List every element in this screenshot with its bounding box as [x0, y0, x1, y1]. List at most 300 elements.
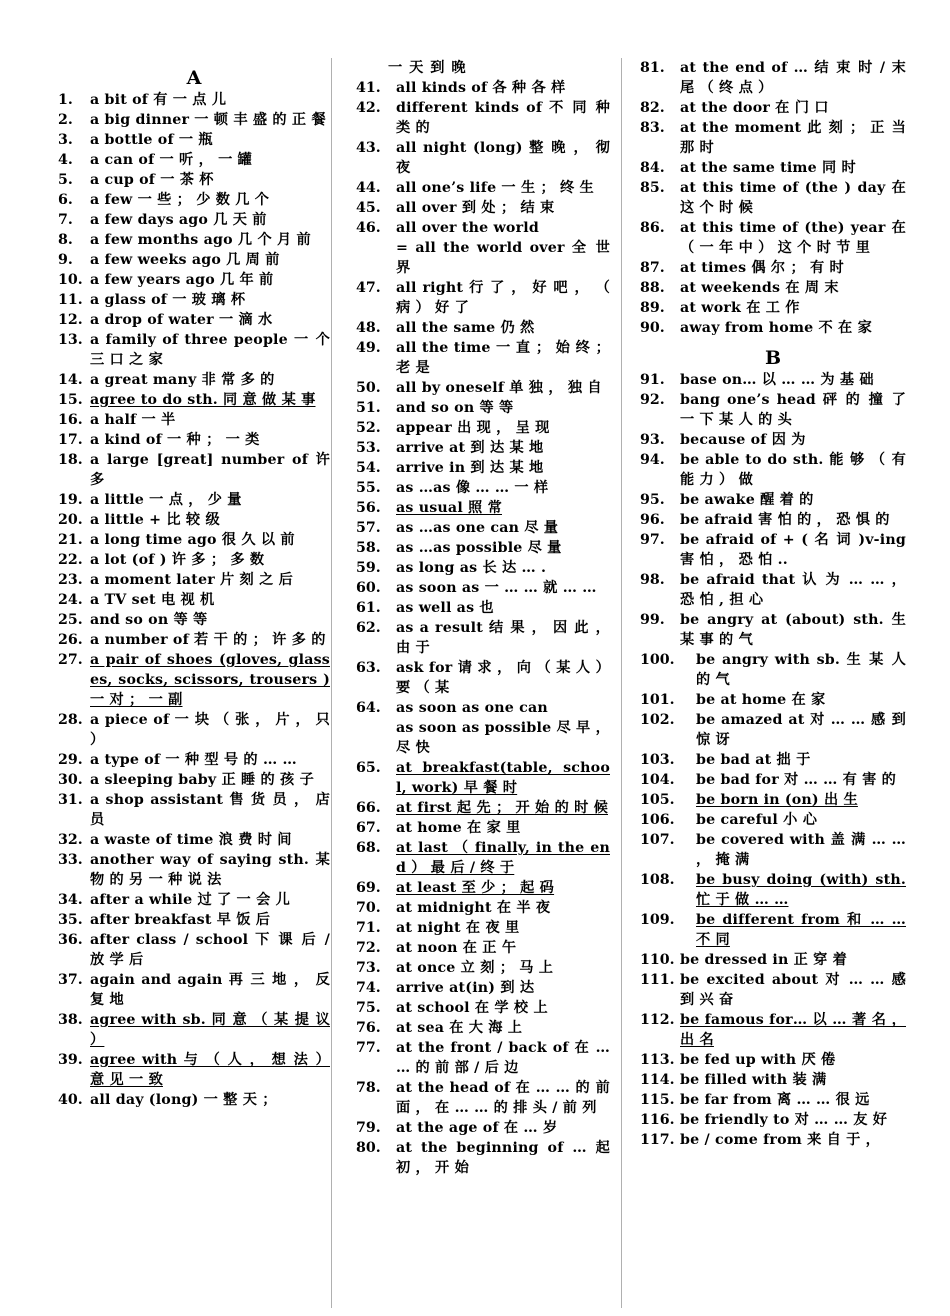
entry-list-3b [640, 370, 906, 1150]
entry-text: be awake 醒 着 的 [680, 492, 814, 508]
vocab-entry [640, 58, 906, 98]
vocab-entry [640, 430, 906, 450]
entry-text: a little + 比 较 级 [90, 512, 220, 528]
entry-number: 50. [356, 380, 381, 396]
entry-number: 102. [640, 712, 675, 728]
vocab-entry [356, 698, 610, 718]
vocab-entry [58, 510, 330, 530]
vocab-entry [356, 958, 610, 978]
entry-text: a glass of 一 玻 璃 杯 [90, 292, 246, 308]
vocab-entry [640, 870, 906, 910]
entry-number: 30. [58, 772, 83, 788]
entry-text: a can of 一 听 ， 一 罐 [90, 152, 253, 168]
vocab-entry [640, 1130, 906, 1150]
vocab-entry [640, 650, 906, 690]
vocab-entry [640, 830, 906, 870]
column-3 [640, 58, 906, 1308]
vocab-entry [58, 1090, 330, 1110]
entry-number: 48. [356, 320, 381, 336]
entry-text: a few 一 些 ； 少 数 几 个 [90, 192, 270, 208]
entry-number: 44. [356, 180, 381, 196]
entry-number: 28. [58, 712, 83, 728]
entry-text: be angry with sb. 生 某 人 的 气 [696, 652, 906, 688]
entry-text: at weekends 在 周 末 [680, 280, 839, 296]
vocab-entry [356, 918, 610, 938]
vocab-entry [356, 1018, 610, 1038]
entry-text: a few days ago 几 天 前 [90, 212, 267, 228]
entry-text: after breakfast 早 饭 后 [90, 912, 271, 928]
vocab-entry [356, 538, 610, 558]
entry-number: 113. [640, 1052, 675, 1068]
entry-number: 93. [640, 432, 665, 448]
entry-text: a big dinner 一 顿 丰 盛 的 正 餐 [90, 112, 326, 128]
entry-number: 37. [58, 972, 83, 988]
column-1 [58, 58, 330, 1308]
vocab-entry [58, 1050, 330, 1090]
entry-text: at once 立 刻 ； 马 上 [396, 960, 554, 976]
entry-number: 59. [356, 560, 381, 576]
entry-number: 36. [58, 932, 83, 948]
entry-text: all the same 仍 然 [396, 320, 535, 336]
entry-text: agree to do sth. 同 意 做 某 事 [90, 392, 316, 408]
entry-number: 88. [640, 280, 665, 296]
entry-text: a few months ago 几 个 月 前 [90, 232, 311, 248]
entry-number: 79. [356, 1120, 381, 1136]
vocab-entry [58, 530, 330, 550]
entry-text: agree with 与 （ 人 ， 想 法 ） 意 见 一 致 [90, 1052, 330, 1088]
entry-number: 42. [356, 100, 381, 116]
entry-text: as soon as one can [396, 700, 548, 716]
vocab-entry [58, 230, 330, 250]
entry-text: at times 偶 尔 ； 有 时 [680, 260, 844, 276]
entry-number: 103. [640, 752, 675, 768]
vocab-entry [356, 1118, 610, 1138]
vocab-entry [356, 518, 610, 538]
vocab-entry [640, 370, 906, 390]
vocab-entry [58, 190, 330, 210]
entry-text: at the moment 此 刻 ； 正 当 那 时 [680, 120, 906, 156]
entry-number: 101. [640, 692, 675, 708]
vocab-entry [58, 750, 330, 770]
vocab-entry [640, 1110, 906, 1130]
entry-text: all by oneself 单 独 ， 独 自 [396, 380, 602, 396]
vocab-entry [58, 130, 330, 150]
entry-number: 58. [356, 540, 381, 556]
entry-text: be afraid that 认 为 … … ， 恐 怕 , 担 心 [680, 572, 906, 608]
entry-text: a moment later 片 刻 之 后 [90, 572, 293, 588]
entry-number: 56. [356, 500, 381, 516]
entry-text: be famous for… 以 … 著 名 ， 出 名 [680, 1012, 906, 1048]
entry-number: 49. [356, 340, 381, 356]
entry-text: at sea 在 大 海 上 [396, 1020, 523, 1036]
entry-number: 85. [640, 180, 665, 196]
vocab-entry [356, 418, 610, 438]
vocab-entry [356, 878, 610, 898]
vocab-entry [640, 258, 906, 278]
entry-number: 105. [640, 792, 675, 808]
vocab-entry [58, 630, 330, 650]
vocab-entry [640, 570, 906, 610]
entry-number: 108. [640, 872, 675, 888]
entry-number: 19. [58, 492, 83, 508]
vocab-entry [640, 530, 906, 570]
entry-number: 21. [58, 532, 83, 548]
entry-number: 38. [58, 1012, 83, 1028]
entry-number: 104. [640, 772, 675, 788]
vocab-entry [356, 558, 610, 578]
entry-number: 27. [58, 652, 83, 668]
entry-number: 115. [640, 1092, 675, 1108]
vocab-entry [640, 1090, 906, 1110]
entry-text: a cup of 一 茶 杯 [90, 172, 214, 188]
entry-number: 83. [640, 120, 665, 136]
entry-number: 99. [640, 612, 665, 628]
entry-number: 8. [58, 232, 73, 248]
vocab-entry [640, 1050, 906, 1070]
entry-list-1 [58, 90, 330, 1110]
entry-number: 1. [58, 92, 73, 108]
entry-number: 90. [640, 320, 665, 336]
vocab-entry [640, 510, 906, 530]
entry-number: 91. [640, 372, 665, 388]
column-divider [621, 58, 622, 1308]
vocab-entry [640, 910, 906, 950]
entry-text: after class / school 下 课 后 / 放 学 后 [90, 932, 330, 968]
entry-text: be afraid of + ( 名 词 )v-ing 害 怕 ， 恐 怕 .. [680, 532, 906, 568]
entry-number: 22. [58, 552, 83, 568]
vocab-entry [58, 710, 330, 750]
vocab-entry [58, 150, 330, 170]
entry-number: 57. [356, 520, 381, 536]
vocab-entry [58, 910, 330, 930]
vocab-entry [356, 578, 610, 598]
vocab-entry [356, 658, 610, 698]
entry-text: be at home 在 家 [696, 692, 826, 708]
vocab-entry [356, 438, 610, 458]
vocab-entry [356, 998, 610, 1018]
entry-text: as soon as 一 … … 就 … … [396, 580, 597, 596]
entry-number: 39. [58, 1052, 83, 1068]
vocab-entry [356, 618, 610, 658]
vocab-entry [58, 970, 330, 1010]
entry-text: a long time ago 很 久 以 前 [90, 532, 295, 548]
entry-number: 97. [640, 532, 665, 548]
entry-text: all over 到 处 ； 结 束 [396, 200, 555, 216]
entry-number: 63. [356, 660, 381, 676]
vocab-entry [58, 250, 330, 270]
vocab-entry [640, 690, 906, 710]
vocab-entry [356, 838, 610, 878]
vocab-entry [640, 318, 906, 338]
entry-text: at this time of (the) year 在 （ 一 年 中 ） 这 个 时 节 里 [680, 220, 906, 256]
entry-number: 46. [356, 220, 381, 236]
entry-number: 11. [58, 292, 83, 308]
entry-number: 100. [640, 652, 675, 668]
vocab-entry [640, 1070, 906, 1090]
vocab-entry [356, 238, 610, 278]
entry-text: a few weeks ago 几 周 前 [90, 252, 280, 268]
entry-text: a bottle of 一 瓶 [90, 132, 213, 148]
entry-number: 9. [58, 252, 73, 268]
entry-text: a shop assistant 售 货 员 ， 店 员 [90, 792, 330, 828]
vocab-entry [356, 898, 610, 918]
entry-list-2 [356, 78, 610, 1178]
vocab-entry [640, 390, 906, 430]
entry-text: at night 在 夜 里 [396, 920, 520, 936]
entry-text: arrive at(in) 到 达 [396, 980, 535, 996]
vocab-entry [58, 290, 330, 310]
entry-text: as …as 像 … … 一 样 [396, 480, 549, 496]
entry-text: at the front / back of 在 … … 的 前 部 / 后 边 [396, 1040, 610, 1076]
entry-text: be far from 离 … … 很 远 [680, 1092, 870, 1108]
entry-text: a great many 非 常 多 的 [90, 372, 275, 388]
entry-number: 62. [356, 620, 381, 636]
entry-text: ask for 请 求 ， 向 （ 某 人 ） 要 （ 某 [396, 660, 610, 696]
vocab-entry [356, 818, 610, 838]
vocab-entry [58, 210, 330, 230]
entry-text: be covered with 盖 满 … … ， 掩 满 [696, 832, 906, 868]
entry-text: at the same time 同 时 [680, 160, 856, 176]
entry-text: at first 起 先 ； 开 始 的 时 候 [396, 800, 609, 816]
entry-text: a few years ago 几 年 前 [90, 272, 274, 288]
entry-text: different kinds of 不 同 种 类 的 [396, 100, 610, 136]
vocab-entry [58, 570, 330, 590]
entry-number: 80. [356, 1140, 381, 1156]
entry-text: be born in (on) 出 生 [696, 792, 858, 808]
entry-number: 110. [640, 952, 675, 968]
vocab-entry [58, 370, 330, 390]
entry-text: all one’s life 一 生 ； 终 生 [396, 180, 594, 196]
entry-text: a drop of water 一 滴 水 [90, 312, 273, 328]
entry-text: be able to do sth. 能 够 （ 有 能 力 ） 做 [680, 452, 906, 488]
vocab-entry [356, 138, 610, 178]
entry-text: a piece of 一 块 （ 张 ， 片 ， 只 ） [90, 712, 330, 748]
entry-number: 29. [58, 752, 83, 768]
vocab-entry [356, 1138, 610, 1178]
entry-text: be friendly to 对 … … 友 好 [680, 1112, 888, 1128]
entry-text: at breakfast(table, school, work) 早 餐 时 [396, 760, 610, 796]
entry-text: be angry at (about) sth. 生 某 事 的 气 [680, 612, 906, 648]
entry-number: 95. [640, 492, 665, 508]
entry-text: again and again 再 三 地 ， 反 复 地 [90, 972, 330, 1008]
vocab-entry [640, 610, 906, 650]
vocab-entry [640, 790, 906, 810]
entry-text: all day (long) 一 整 天 ； [90, 1092, 277, 1108]
entry-text: a type of 一 种 型 号 的 … … [90, 752, 297, 768]
entry-number: 34. [58, 892, 83, 908]
vocab-entry [58, 610, 330, 630]
entry-text: be dressed in 正 穿 着 [680, 952, 848, 968]
vocab-entry [640, 158, 906, 178]
vocab-entry [356, 198, 610, 218]
entry-text: arrive at 到 达 某 地 [396, 440, 544, 456]
vocab-entry [58, 770, 330, 790]
entry-text: as soon as possible 尽 早 ， 尽 快 [396, 720, 610, 756]
vocab-entry [58, 590, 330, 610]
entry-list-3a [640, 58, 906, 338]
vocab-entry [356, 378, 610, 398]
entry-number: 7. [58, 212, 73, 228]
entry-number: 25. [58, 612, 83, 628]
vocab-entry [58, 90, 330, 110]
vocab-entry [640, 710, 906, 750]
entry-text: a pair of shoes (gloves, glasses, socks, scissors, trousers ) 一 对 ； 一 副 [90, 652, 330, 708]
entry-text: a TV set 电 视 机 [90, 592, 215, 608]
section-heading-b: B [764, 347, 782, 369]
entry-number: 12. [58, 312, 83, 328]
entry-text: be amazed at 对 … … 感 到 惊 讶 [696, 712, 906, 748]
entry-text: as long as 长 达 … . [396, 560, 547, 576]
entry-text: after a while 过 了 一 会 儿 [90, 892, 290, 908]
column-2 [356, 58, 610, 1308]
vocab-entry [356, 498, 610, 518]
vocab-entry [356, 178, 610, 198]
vocab-entry [356, 938, 610, 958]
vocab-entry [640, 450, 906, 490]
entry-number: 86. [640, 220, 665, 236]
vocab-entry [640, 278, 906, 298]
entry-text: all kinds of 各 种 各 样 [396, 80, 566, 96]
entry-text: be fed up with 厌 倦 [680, 1052, 836, 1068]
entry-number: 24. [58, 592, 83, 608]
vocab-entry [356, 398, 610, 418]
entry-number: 60. [356, 580, 381, 596]
entry-number: 33. [58, 852, 83, 868]
entry-text: be filled with 装 满 [680, 1072, 827, 1088]
entry-text: be excited about 对 … … 感 到 兴 奋 [680, 972, 906, 1008]
entry-text: = all the world over 全 世 界 [396, 240, 610, 276]
entry-number: 40. [58, 1092, 83, 1108]
entry-number: 20. [58, 512, 83, 528]
vocab-entry [356, 98, 610, 138]
vocab-entry [58, 490, 330, 510]
entry-text: as usual 照 常 [396, 500, 502, 516]
vocab-entry [356, 218, 610, 238]
entry-number: 75. [356, 1000, 381, 1016]
vocab-entry [640, 218, 906, 258]
section-heading-a: A [186, 67, 202, 89]
entry-text: as …as one can 尽 量 [396, 520, 559, 536]
entry-number: 13. [58, 332, 83, 348]
vocab-entry [640, 750, 906, 770]
vocab-entry [58, 850, 330, 890]
entry-number: 94. [640, 452, 665, 468]
vocab-entry [58, 270, 330, 290]
entry-number: 76. [356, 1020, 381, 1036]
vocab-entry [58, 110, 330, 130]
entry-text: at home 在 家 里 [396, 820, 521, 836]
entry-text: bang one’s head 砰 的 撞 了 一 下 某 人 的 头 [680, 392, 906, 428]
entry-text: all right 行 了 ， 好 吧 ， （ 病 ） 好 了 [396, 280, 610, 316]
vocab-entry [640, 770, 906, 790]
entry-number: 32. [58, 832, 83, 848]
entry-number [356, 718, 396, 758]
entry-number: 82. [640, 100, 665, 116]
entry-number: 78. [356, 1080, 381, 1096]
entry-number: 5. [58, 172, 73, 188]
entry-number: 41. [356, 80, 381, 96]
vocab-entry [58, 790, 330, 830]
entry-text: all night (long) 整 晚 ， 彻 夜 [396, 140, 610, 176]
vocab-entry [356, 278, 610, 318]
entry-number: 112. [640, 1012, 675, 1028]
entry-number: 72. [356, 940, 381, 956]
entry-text: at midnight 在 半 夜 [396, 900, 551, 916]
entry-number [356, 238, 396, 278]
vocab-entry [640, 970, 906, 1010]
entry-number: 84. [640, 160, 665, 176]
entry-number: 69. [356, 880, 381, 896]
entry-number: 55. [356, 480, 381, 496]
entry-text: a kind of 一 种 ； 一 类 [90, 432, 260, 448]
entry-text: away from home 不 在 家 [680, 320, 872, 336]
entry-text: be bad at 拙 于 [696, 752, 811, 768]
entry-number: 106. [640, 812, 675, 828]
entry-number: 43. [356, 140, 381, 156]
entry-text: and so on 等 等 [396, 400, 514, 416]
entry-number: 17. [58, 432, 83, 448]
entry-text: a waste of time 浪 费 时 间 [90, 832, 292, 848]
vocab-entry [58, 930, 330, 970]
entry-text: base on… 以 … … 为 基 础 [680, 372, 874, 388]
entry-text: because of 因 为 [680, 432, 806, 448]
entry-text: at last （ finally, in the end ） 最 后 / 终 于 [396, 840, 610, 876]
entry-number: 26. [58, 632, 83, 648]
entry-number: 107. [640, 832, 675, 848]
entry-number: 67. [356, 820, 381, 836]
vocab-entry [640, 1010, 906, 1050]
entry-text: as well as 也 [396, 600, 494, 616]
entry-number: 96. [640, 512, 665, 528]
vocab-entry [356, 338, 610, 378]
entry-text: a family of three people 一 个 三 口 之 家 [90, 332, 330, 368]
entry-text: as a result 结 果 ， 因 此 ， 由 于 [396, 620, 610, 656]
entry-number: 68. [356, 840, 381, 856]
entry-number: 71. [356, 920, 381, 936]
vocab-entry [356, 478, 610, 498]
entry-number: 92. [640, 392, 665, 408]
entry-number: 14. [58, 372, 83, 388]
vocab-entry [640, 810, 906, 830]
entry-number: 109. [640, 912, 675, 928]
entry-number: 61. [356, 600, 381, 616]
entry-text: be different from 和 … … 不 同 [696, 912, 906, 948]
entry-number: 23. [58, 572, 83, 588]
vocab-entry [58, 550, 330, 570]
entry-number: 111. [640, 972, 675, 988]
entry-number: 15. [58, 392, 83, 408]
vocab-entry [58, 330, 330, 370]
entry-number: 73. [356, 960, 381, 976]
entry-number: 116. [640, 1112, 675, 1128]
entry-text: all over the world [396, 220, 539, 236]
vocab-entry [356, 78, 610, 98]
entry-text: at the door 在 门 口 [680, 100, 829, 116]
entry-text: a number of 若 干 的 ； 许 多 的 [90, 632, 326, 648]
entry-number: 65. [356, 760, 381, 776]
vocab-entry [58, 830, 330, 850]
entry-text: all the time 一 直 ； 始 终 ； 老 是 [396, 340, 610, 376]
entry-number: 45. [356, 200, 381, 216]
entry-number: 114. [640, 1072, 675, 1088]
entry-number: 10. [58, 272, 83, 288]
entry-number: 31. [58, 792, 83, 808]
entry-number: 117. [640, 1132, 675, 1148]
entry-text: be bad for 对 … … 有 害 的 [696, 772, 897, 788]
entry-number: 66. [356, 800, 381, 816]
entry-text: be / come from 来 自 于 ， [680, 1132, 881, 1148]
vocab-entry [58, 890, 330, 910]
